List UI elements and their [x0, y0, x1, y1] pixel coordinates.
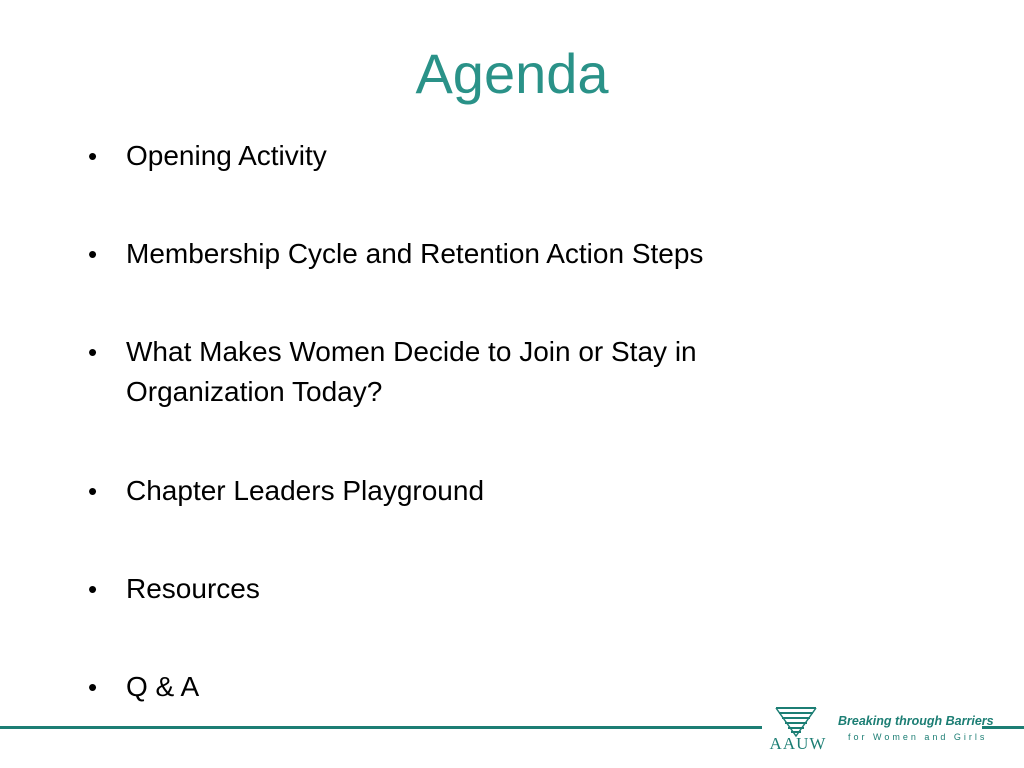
agenda-item-text: What Makes Women Decide to Join or Stay in Organization Today? [126, 336, 697, 407]
bullet-icon: • [88, 239, 98, 269]
bullet-icon: • [88, 574, 98, 604]
bullet-icon: • [88, 672, 98, 702]
footer-divider [0, 726, 762, 729]
bullet-icon: • [88, 141, 98, 171]
bullet-icon: • [88, 476, 98, 506]
logo-subline: for Women and Girls [848, 732, 988, 742]
agenda-item-text: Chapter Leaders Playground [126, 475, 485, 506]
agenda-item-text: Opening Activity [126, 140, 327, 171]
agenda-item [88, 471, 848, 511]
agenda-item-text: Membership Cycle and Retention Action Steps [126, 238, 704, 269]
agenda-item [88, 569, 848, 609]
logo-tagline: Breaking through Barriers [838, 714, 994, 728]
agenda-item [88, 332, 848, 412]
agenda-item-text: Resources [126, 573, 260, 604]
bullet-icon: • [88, 337, 98, 367]
agenda-item [88, 234, 848, 274]
agenda-item [88, 136, 848, 176]
slide-title: Agenda [415, 42, 609, 105]
logo-wordmark: AAUW [769, 734, 827, 753]
agenda-item [88, 667, 848, 707]
agenda-item-text: Q & A [126, 671, 200, 702]
aauw-logo [762, 698, 994, 760]
